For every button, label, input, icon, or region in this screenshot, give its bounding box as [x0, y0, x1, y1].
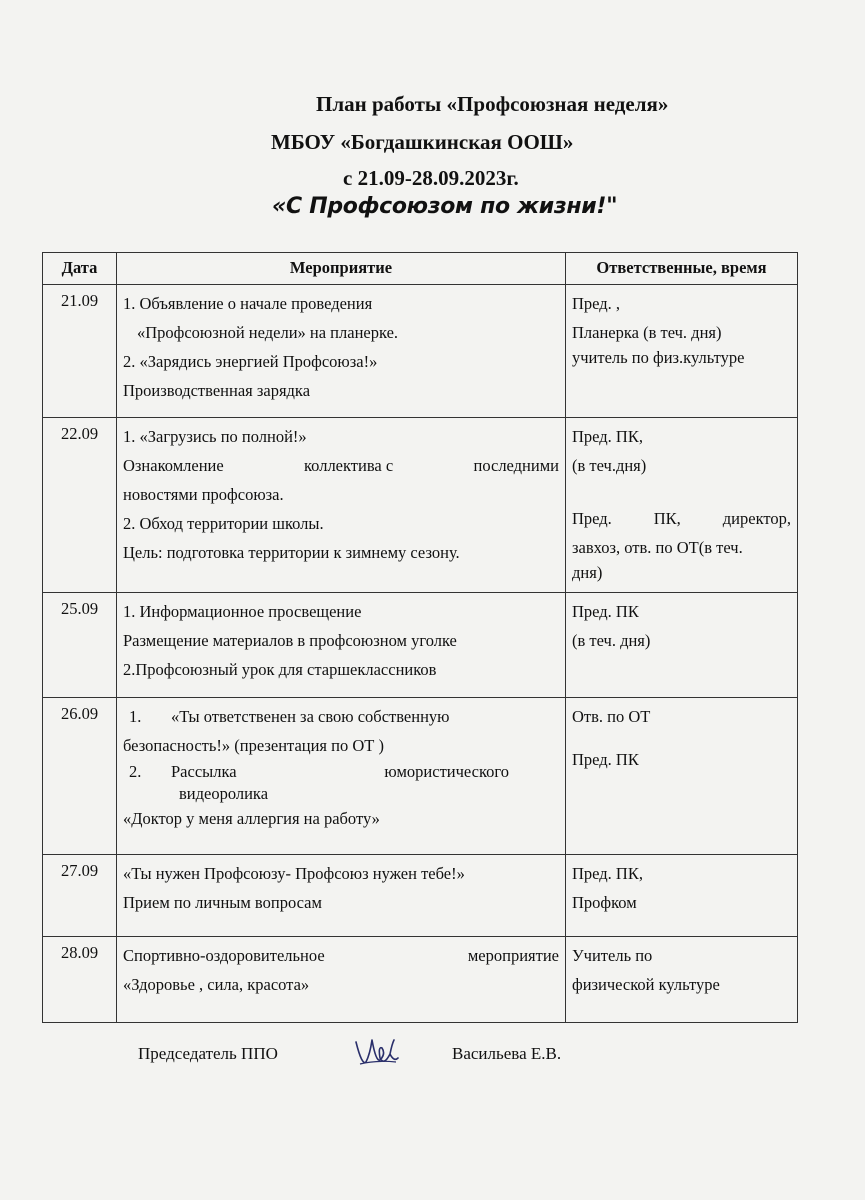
event-line: «Ты нужен Профсоюзу- Профсоюз нужен тебе!» — [123, 864, 465, 883]
resp-line: Пред. ПК, — [572, 864, 643, 883]
table-row — [43, 937, 798, 1023]
resp-word: директор, — [722, 509, 791, 528]
event-line — [123, 702, 559, 731]
row-resp — [566, 698, 798, 855]
table-row — [43, 855, 798, 937]
event-line: 2. Обход территории школы. — [123, 514, 324, 533]
row-event — [117, 855, 566, 937]
row-date: 22.09 — [43, 418, 117, 593]
event-line-justified — [123, 451, 559, 480]
row-date: 26.09 — [43, 698, 117, 855]
event-line-justified — [123, 941, 559, 970]
period: с 21.09-28.09.2023г. — [343, 166, 519, 190]
row-date: 27.09 — [43, 855, 117, 937]
row-event — [117, 285, 566, 418]
school-name: МБОУ «Богдашкинская ООШ» — [271, 130, 574, 154]
resp-line: (в теч.дня) — [572, 456, 647, 475]
row-date: 28.09 — [43, 937, 117, 1023]
resp-line: Планерка (в теч. дня) — [572, 323, 722, 342]
event-line: Прием по личным вопросам — [123, 893, 322, 912]
event-line: новостями профсоюза. — [123, 485, 284, 504]
event-word: юмористического — [384, 762, 509, 781]
resp-line: Пред. ПК, — [572, 427, 643, 446]
event-line: видеоролика — [179, 784, 269, 803]
event-word: мероприятие — [467, 946, 559, 965]
event-word: Рассылка — [171, 762, 237, 781]
col-header-event: Мероприятие — [117, 253, 566, 285]
table-header-row — [43, 253, 798, 285]
resp-line: дня) — [572, 563, 603, 582]
chair-position: Председатель ППО — [138, 1044, 278, 1063]
row-event — [117, 593, 566, 698]
event-word: Ознакомление — [123, 456, 224, 475]
event-line: 1. Объявление о начале проведения — [123, 294, 373, 313]
event-text: «Ты ответственен за свою собственную — [171, 707, 450, 726]
event-line: «Здоровье , сила, красота» — [123, 975, 310, 994]
resp-line: Пред. ПК — [572, 750, 639, 769]
resp-line: Пред. , — [572, 294, 621, 313]
event-word: Спортивно-оздоровительное — [123, 946, 325, 965]
event-line: Производственная зарядка — [123, 381, 311, 400]
item-number: 1. — [129, 707, 142, 726]
event-word: коллектива с — [304, 456, 394, 475]
event-line: «Профсоюзной недели» на планерке. — [137, 323, 399, 342]
row-date: 25.09 — [43, 593, 117, 698]
motto: «С Профсоюзом по жизни!" — [272, 194, 618, 219]
row-resp — [566, 593, 798, 698]
table-row — [43, 593, 798, 698]
event-word: последними — [473, 456, 559, 475]
row-event — [117, 698, 566, 855]
event-word — [123, 760, 237, 784]
row-resp — [566, 937, 798, 1023]
resp-word: Пред. — [572, 509, 612, 528]
row-resp — [566, 285, 798, 418]
event-line: Цель: подготовка территории к зимнему сезону. — [123, 543, 460, 562]
col-header-date: Дата — [43, 253, 117, 285]
event-line-justified — [123, 760, 559, 784]
chair-name: Васильева Е.В. — [452, 1044, 562, 1063]
table-row — [43, 698, 798, 855]
resp-line: физической культуре — [572, 975, 720, 994]
item-number: 2. — [129, 762, 142, 781]
doc-title: План работы «Профсоюзная неделя» — [316, 92, 669, 116]
table-row — [43, 418, 798, 593]
resp-line: учитель по физ.культуре — [572, 348, 745, 367]
resp-line: Профком — [572, 893, 637, 912]
event-line: Размещение материалов в профсоюзном уголке — [123, 631, 457, 650]
resp-line: Учитель по — [572, 946, 653, 965]
handwritten-signature — [352, 1032, 402, 1072]
resp-line-justified — [572, 504, 791, 533]
resp-word: ПК, — [653, 509, 681, 528]
row-date: 21.09 — [43, 285, 117, 418]
col-header-resp: Ответственные, время — [566, 253, 798, 285]
resp-line: Пред. ПК — [572, 602, 639, 621]
event-line: «Доктор у меня аллергия на работу» — [123, 809, 380, 828]
table-row — [43, 285, 798, 418]
event-line: 2. «Зарядись энергией Профсоюза!» — [123, 352, 378, 371]
event-line: 1. Информационное просвещение — [123, 602, 362, 621]
row-resp — [566, 855, 798, 937]
resp-line: завхоз, отв. по ОТ(в теч. — [572, 538, 743, 557]
row-event — [117, 937, 566, 1023]
event-line: 1. «Загрузись по полной!» — [123, 427, 307, 446]
resp-line: (в теч. дня) — [572, 631, 651, 650]
event-line: 2.Профсоюзный урок для старшеклассников — [123, 660, 437, 679]
event-line: безопасность!» (презентация по ОТ ) — [123, 736, 384, 755]
row-resp — [566, 418, 798, 593]
resp-line: Отв. по ОТ — [572, 707, 651, 726]
plan-table — [42, 252, 798, 1023]
row-event — [117, 418, 566, 593]
